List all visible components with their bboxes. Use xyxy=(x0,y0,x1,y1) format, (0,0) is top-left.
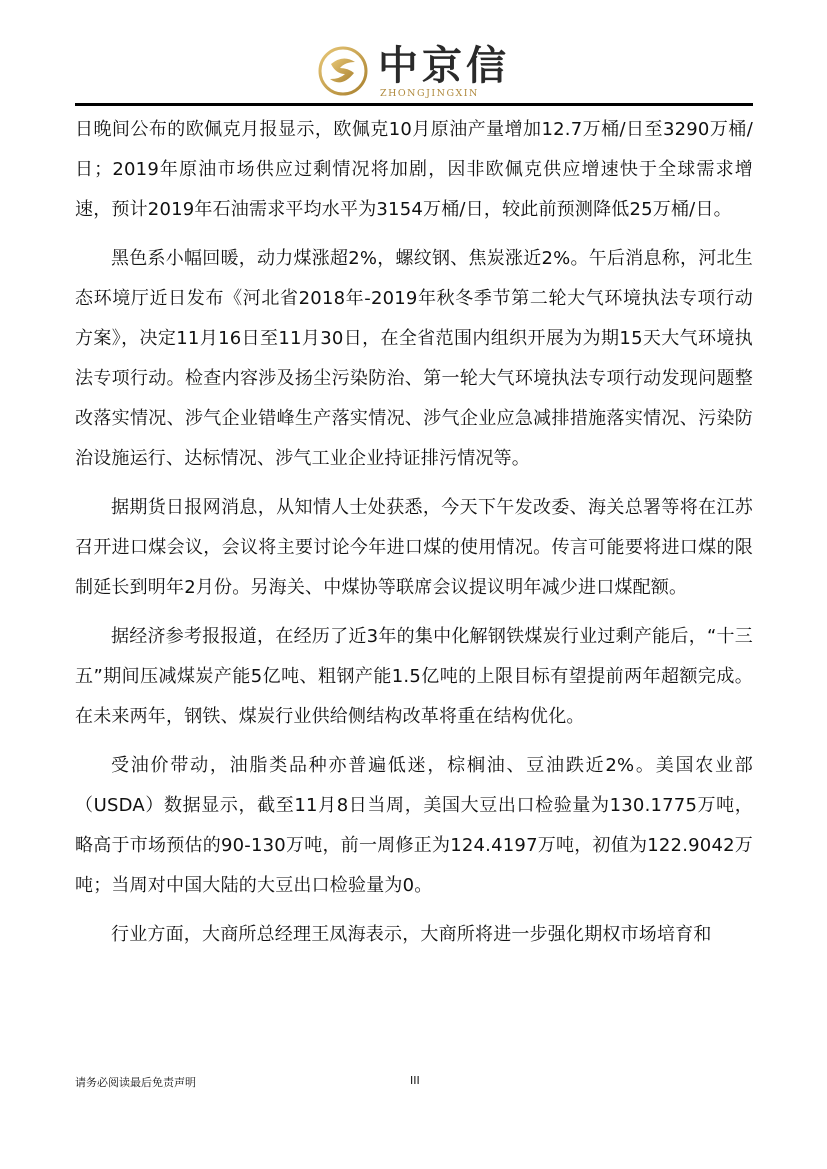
footer-disclaimer: 请务必阅读最后免责声明 xyxy=(75,1076,196,1089)
paragraph-black-series: 黑色系小幅回暖，动力煤涨超2%，螺纹钢、焦炭涨近2%。午后消息称，河北生态环境厅近日发布《河北省2018年-2019年秋冬季节第二轮大气环境执法专项行动方案》，决定11月16日至11月30日，在全省范围内组织开展为为期15天大气环境执法专项行动。检查内容涉及扬尘污染防治、第一轮大气环境执法专项行动发现问题整改落实情况、涉气企业错峰生产落实情况、涉气企业应急减排措施落实情况、污染防治设施运行、达标情况、涉气工业企业持证排污情况等。 xyxy=(75,248,753,469)
paragraph-opec: 日晚间公布的欧佩克月报显示，欧佩克10月原油产量增加12.7万桶/日至3290万桶/日；2019年原油市场供应过剩情况将加剧，因非欧佩克供应增速快于全球需求增速，预计2019年石油需求平均水平为3154万桶/日，较此前预测降低25万桶/日。 xyxy=(75,119,753,220)
page-header xyxy=(0,0,827,110)
brand-logo-icon xyxy=(318,46,368,96)
paragraph-industry: 行业方面，大商所总经理王凤海表示，大商所将进一步强化期权市场培育和 xyxy=(111,924,712,945)
page-number: III xyxy=(410,1074,420,1087)
brand-subtitle: ZHONGJINGXIN xyxy=(380,88,479,99)
paragraph-capacity-cut: 据经济参考报报道，在经历了近3年的集中化解钢铁煤炭行业过剩产能后，“十三五”期间压减煤炭产能5亿吨、粗钢产能1.5亿吨的上限目标有望提前两年超额完成。在未来两年，钢铁、煤炭行业供给侧结构改革将重在结构优化。 xyxy=(75,626,753,727)
paragraph-oils-usda: 受油价带动，油脂类品种亦普遍低迷，棕榈油、豆油跌近2%。美国农业部（USDA）数据显示，截至11月8日当周，美国大豆出口检验量为130.1775万吨，略高于市场预估的90-130万吨，前一周修正为124.4197万吨，初值为122.9042万吨；当周对中国大陆的大豆出口检验量为0。 xyxy=(75,755,753,896)
brand-name: 中京信 xyxy=(378,43,510,89)
header-divider xyxy=(75,103,753,106)
paragraph-import-coal: 据期货日报网消息，从知情人士处获悉，今天下午发改委、海关总署等将在江苏召开进口煤会议，会议将主要讨论今年进口煤的使用情况。传言可能要将进口煤的限制延长到明年2月份。另海关、中煤协等联席会议提议明年减少进口煤配额。 xyxy=(75,497,753,598)
document-body xyxy=(75,110,753,964)
